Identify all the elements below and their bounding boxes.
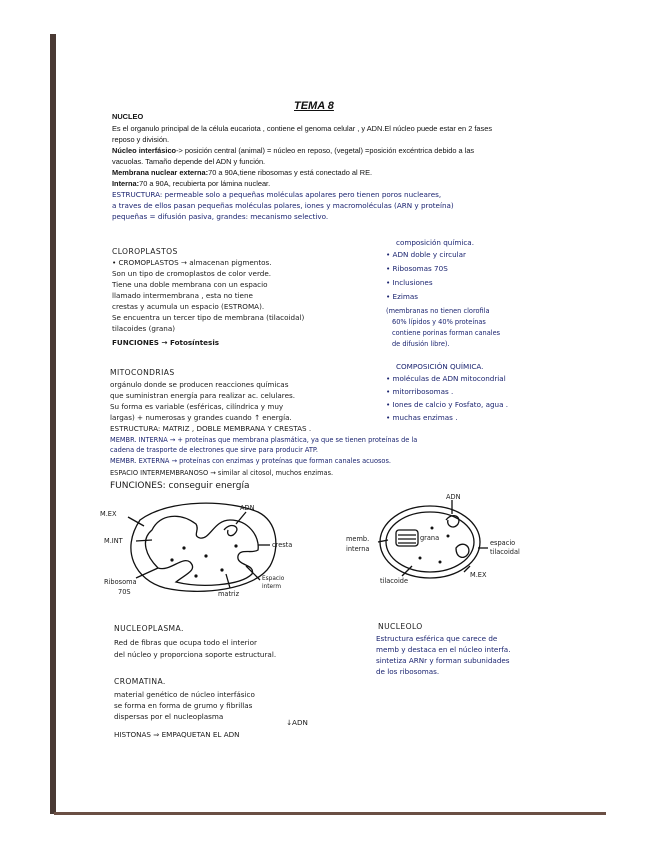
memb-externa: MEMBR. EXTERNA → proteínas con enzimas y proteínas que forman canales acuosos. (110, 457, 391, 465)
cloro-nota-line: 60% lípidos y 40% proteínas (392, 318, 486, 326)
nucleolo-line: memb y destaca en el núcleo interfa. (376, 645, 511, 654)
nucleo-estructura-1: ESTRUCTURA: permeable solo a pequeñas moléculas apolares pero tienen poros nucleares, (112, 190, 442, 199)
cloroplastos-line: tilacoides (grana) (112, 324, 176, 333)
cloro-label-memb: memb. (346, 535, 370, 543)
cloroplastos-line: Tiene una doble membrana con un espacio (112, 280, 268, 289)
mito-leader-mint (136, 540, 152, 541)
cromatina-adn-arrow: ↓ADN (286, 718, 308, 727)
mito-label-espacio: Espacio (262, 576, 285, 582)
memb-interna-2: cadena de trasporte de electrones que sirve para producir ATP. (110, 446, 318, 454)
membrana-externa-text: 70 a 90A,tiene ribosomas y está conectado al RE. (208, 168, 373, 177)
cloro-label-interna: interna (346, 545, 370, 553)
cloro-grana-lines (398, 535, 416, 543)
mito-ribosome-dots (170, 544, 237, 577)
mito-label-interm: interm (262, 584, 282, 590)
cloro-adn-loop (446, 516, 459, 527)
nucleoplasma-heading: NUCLEOPLASMA. (114, 624, 184, 633)
espacio-intermembranoso: ESPACIO INTERMEMBRANOSO → similar al citosol, muchos enzimas. (110, 469, 334, 477)
cloro-composicion-item: • Ribosomas 70S (386, 264, 448, 273)
mito-inner-membrane (145, 516, 258, 585)
cloroplastos-line: crestas y acumula un espacio (ESTROMA). (112, 302, 265, 311)
mito-label-adn: ADN (240, 504, 255, 512)
mitocondrias-line: largas) + numerosas y grandes cuando ↑ energía. (110, 413, 292, 422)
cromatina-line: se forma en forma de grumo y fibrillas (114, 701, 253, 710)
nucleolo-line: Estructura esférica que carece de (376, 634, 498, 643)
cloroplastos-line: Son un tipo de cromoplastos de color verde. (112, 269, 272, 278)
cloro-composicion-item: • Inclusiones (386, 278, 433, 287)
cloro-nota-line: (membranas no tienen clorofila (386, 307, 490, 315)
cromatina-line: dispersas por el nucleoplasma (114, 712, 224, 721)
mitocondrias-line: que suministran energía para realizar ac. celulares. (110, 391, 296, 400)
cloro-label-tilacoidal: tilacoidal (490, 548, 520, 556)
mito-label-70s: 70S (118, 588, 131, 596)
mitocondrias-line: Su forma es variable (esféricas, cilíndrica y muy (110, 402, 284, 411)
mito-composicion-item: • muchas enzimas . (386, 413, 458, 422)
mito-leader-matriz (226, 574, 230, 588)
cloro-nota-line: contiene porinas forman canales (392, 329, 501, 337)
cloroplastos-line: llamado intermembrana , esta no tiene (112, 291, 253, 300)
cloro-label-adn: ADN (446, 493, 461, 501)
mito-outer-membrane (131, 503, 276, 591)
cloro-nota-line: de difusión libre). (392, 340, 450, 348)
cloroplastos-line: • CROMOPLASTOS → almacenan pigmentos. (112, 258, 272, 267)
nucleo-interfasico-2: vacuolas. Tamaño depende del ADN y función. (112, 157, 266, 166)
cloro-composicion-item: • ADN doble y circular (386, 250, 467, 259)
mito-composicion-heading: COMPOSICIÓN QUÍMICA. (396, 362, 484, 371)
cloro-label-espacio: espacio (490, 539, 516, 547)
cloro-label-grana: grana (420, 534, 440, 542)
nucleoplasma-line: Red de fibras que ocupa todo el interior (114, 638, 257, 647)
cloro-tilacoide-stack (456, 544, 469, 557)
cromatina-heading: CROMATINA. (114, 677, 166, 686)
mito-composicion-item: • mitorribosomas . (386, 387, 454, 396)
cloroplastos-line: Se encuentra un tercer tipo de membrana (tilacoidal) (112, 313, 305, 322)
mitocondrias-estructura: ESTRUCTURA: MATRIZ , DOBLE MEMBRANA Y CRESTAS . (110, 424, 312, 433)
mito-label-ribosoma: Ribosoma (104, 578, 137, 586)
mitocondrias-heading: MITOCONDRIAS (110, 368, 175, 377)
nucleo-intro-2: reposo y división. (112, 135, 170, 144)
mito-label-matriz: matriz (218, 590, 240, 598)
memb-interna-1: MEMBR. INTERNA → + proteínas que membrana plasmática, ya que se tienen proteínas de la (110, 436, 418, 444)
mito-composicion-item: • Iones de calcio y Fosfato, agua . (386, 400, 509, 409)
mito-leader-espacio (246, 566, 260, 580)
page-title: TEMA 8 (294, 100, 334, 112)
cloro-composicion-item: • Ezimas (386, 292, 418, 301)
mito-adn-loop (224, 526, 237, 536)
nucleo-estructura-3: pequeñas = difusión pasiva, grandes: mecanismo selectivo. (112, 212, 329, 221)
mito-label-mint: M.INT (104, 537, 123, 545)
nucleo-heading: NUCLEO (112, 112, 144, 121)
nucleo-interfasico-label: Núcleo interfásico (112, 146, 177, 155)
cromatina-line: material genético de núcleo interfásico (114, 690, 255, 699)
cloro-composicion-heading: composición química. (396, 238, 474, 247)
mitochondrion-diagram (128, 503, 276, 591)
membrana-externa-label: Membrana nuclear externa: (112, 168, 209, 177)
nucleolo-line: de los ribosomas. (376, 667, 440, 676)
membrana-interna-text: 70 a 90A, recubierta por lámina nuclear. (139, 179, 271, 188)
mitocondrias-line: orgánulo donde se producen reacciones químicas (110, 380, 289, 389)
nucleoplasma-line: del núcleo y proporciona soporte estructural. (114, 650, 277, 659)
nucleo-interfasico-text-1: -> posición central (animal) = núcleo en reposo, (vegetal) =posición excéntrica debido a las (176, 146, 475, 155)
cloroplastos-heading: CLOROPLASTOS (112, 247, 178, 256)
nucleo-intro-1: Es el organulo principal de la célula eucariota , contiene el genoma celular , y ADN.El núcleo puede estar en 2 fases (112, 124, 493, 133)
cloro-label-tilacoide: tilacoide (380, 577, 409, 585)
mito-funciones: FUNCIONES: conseguir energía (110, 481, 250, 491)
mito-composicion-item: • moléculas de ADN mitocondrial (386, 374, 506, 383)
nucleolo-heading: NUCLEOLO (378, 622, 423, 631)
nucleolo-line: sintetiza ARNr y forman subunidades (376, 656, 510, 665)
nucleo-estructura-2: a traves de ellos pasan pequeñas moléculas polares, iones y macromoléculas (ARN y proteína) (112, 201, 454, 210)
cloroplastos-funciones: FUNCIONES → Fotosíntesis (112, 338, 220, 347)
cloro-label-mex: M.EX (470, 571, 487, 579)
mito-label-cresta: cresta (272, 541, 293, 549)
histonas-line: HISTONAS ⇒ EMPAQUETAN EL ADN (114, 730, 240, 739)
mito-label-mex: M.EX (100, 510, 117, 518)
membrana-interna-label: Interna: (112, 179, 140, 188)
